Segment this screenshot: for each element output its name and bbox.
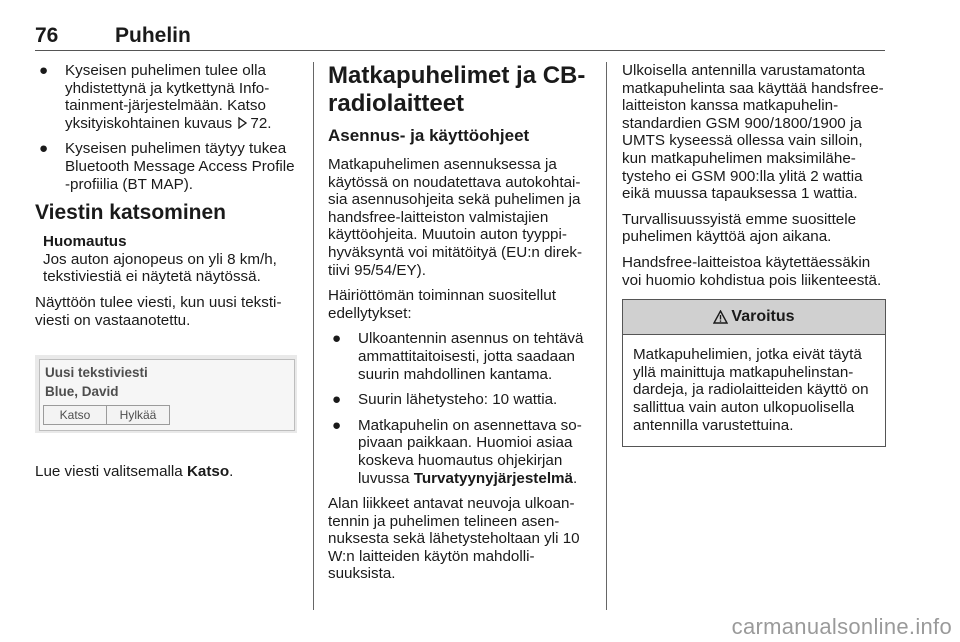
bullet-bold: Turvatyynyjärjestelmä bbox=[413, 469, 573, 487]
watermark: carmanualsonline.info bbox=[731, 614, 952, 639]
warning-header bbox=[623, 300, 885, 335]
section-heading: Matkapuhelimet ja CB-radiolaitteet bbox=[328, 62, 586, 117]
page-reference-icon bbox=[238, 117, 247, 129]
instruction-suffix: . bbox=[229, 463, 234, 481]
page-reference-link[interactable]: 72. bbox=[250, 114, 272, 132]
bullet-suffix: . bbox=[573, 469, 578, 487]
list-item bbox=[35, 140, 297, 193]
column-2 bbox=[328, 62, 592, 591]
subsection-heading: Asennus- ja käyttöohjeet bbox=[328, 126, 530, 145]
note-title: Huomautus bbox=[43, 233, 127, 251]
paragraph: Turvallisuussyistä emme suosittele puhelimen käyttöä ajon aikana. bbox=[622, 210, 857, 246]
display-screenshot bbox=[35, 355, 297, 433]
bullet-dot: ● bbox=[39, 140, 49, 158]
list-item bbox=[328, 330, 592, 383]
bullet-text: Kyseisen puhelimen täytyy tukea Bluetooth Message Access Profile -profiilia (BT MAP). bbox=[65, 140, 295, 193]
note-text: Jos auton ajonopeus on yli 8 km/h, tekstiviestiä ei näytetä näytössä. bbox=[43, 250, 277, 286]
warning-box bbox=[622, 299, 886, 447]
bullet-text: Ulkoantennin asennus on tehtävä ammattitaitoisesti, jotta saadaan suurin mahdollinen kantama. bbox=[358, 330, 584, 383]
view-button[interactable]: Katso bbox=[43, 405, 107, 425]
instruction-text: Lue viesti valitsemalla bbox=[35, 463, 187, 481]
bullet-text: Matkapuhelin on asennettava sopivaan paikkaan. Huomioi asiaa koskeva huomautus ohjekirjan luvussa bbox=[358, 416, 582, 487]
bullet-dot: ● bbox=[39, 62, 49, 79]
bullet-dot: ● bbox=[332, 330, 342, 348]
message-dialog bbox=[39, 359, 295, 431]
paragraph: Alan liikkeet antavat neuvoja ulkoantennin ja puhelimen telineen asennuksesta sekä lähetysteholtaan yli 10 W:n laitteiden käytön mahdollisuuksista. bbox=[328, 495, 580, 583]
list-item bbox=[35, 62, 297, 132]
dialog-title: Uusi tekstiviesti bbox=[45, 365, 148, 381]
warning-text: Matkapuhelimien, jotka eivät täytä yllä mainittuja matkapuhelinstandardeja, ja radiolaitteiden käyttö on sallittua vain auton ulkopuolisella antennilla varustettuina. bbox=[633, 346, 869, 434]
paragraph: Ulkoisella antennilla varustamatonta matkapuhelinta saa käyttää handsfree-laitteiston kanssa matkapuhelinstandardien GSM 900/1800/1900 ja UMTS kyseessä ollessa vain silloin, kun matkapuhelimen maksimilähetysteho ei GSM 900:lla ylitä 2 wattia eikä muussa tapauksessa 1 wattia. bbox=[622, 62, 884, 203]
paragraph: Häiriöttömän toiminnan suositellut edellytykset: bbox=[328, 287, 556, 322]
column-3 bbox=[622, 62, 888, 447]
bullet-text: Suurin lähetysteho: 10 wattia. bbox=[358, 391, 558, 409]
page-number: 76 bbox=[35, 24, 59, 47]
reject-button[interactable]: Hylkää bbox=[107, 405, 170, 425]
note-block bbox=[35, 233, 297, 286]
section-heading: Viestin katsominen bbox=[35, 201, 227, 225]
bullet-dot: ● bbox=[332, 416, 342, 434]
bullet-dot: ● bbox=[332, 391, 342, 409]
instruction-paragraph bbox=[35, 463, 297, 481]
dialog-buttons bbox=[43, 405, 170, 425]
column-divider-1 bbox=[313, 62, 314, 610]
column-1 bbox=[35, 62, 297, 489]
list-item bbox=[328, 417, 592, 487]
list-item bbox=[328, 391, 592, 409]
sender-name: Blue, David bbox=[45, 384, 119, 400]
header-rule bbox=[35, 50, 885, 51]
chapter-title: Puhelin bbox=[115, 24, 191, 47]
paragraph: Näyttöön tulee viesti, kun uusi tekstiviesti on vastaanotettu. bbox=[35, 293, 282, 329]
page-header bbox=[35, 22, 885, 52]
paragraph: Handsfree-laitteistoa käytettäessäkin voi huomio kohdistua pois liikenteestä. bbox=[622, 253, 882, 289]
instruction-bold: Katso bbox=[186, 463, 230, 481]
warning-triangle-icon bbox=[713, 310, 728, 324]
bullet-text: Kyseisen puhelimen tulee olla yhdistettynä ja kytkettynä Infotainment-järjestelmään. Katso yksityiskohtainen kuvaus bbox=[65, 62, 270, 132]
warning-title: Varoitus bbox=[731, 308, 795, 326]
paragraph: Matkapuhelimen asennuksessa ja käytössä on noudatettava autokohtaisia asennusohjeita sekä puhelimen ja handsfree-laitteiston valmistajien käyttöohjeita. Muutoin auton tyyppihyväksyntä voi mitätöityä (EU:n direktiivi 95/54/EY). bbox=[328, 156, 583, 279]
column-divider-2 bbox=[606, 62, 607, 610]
